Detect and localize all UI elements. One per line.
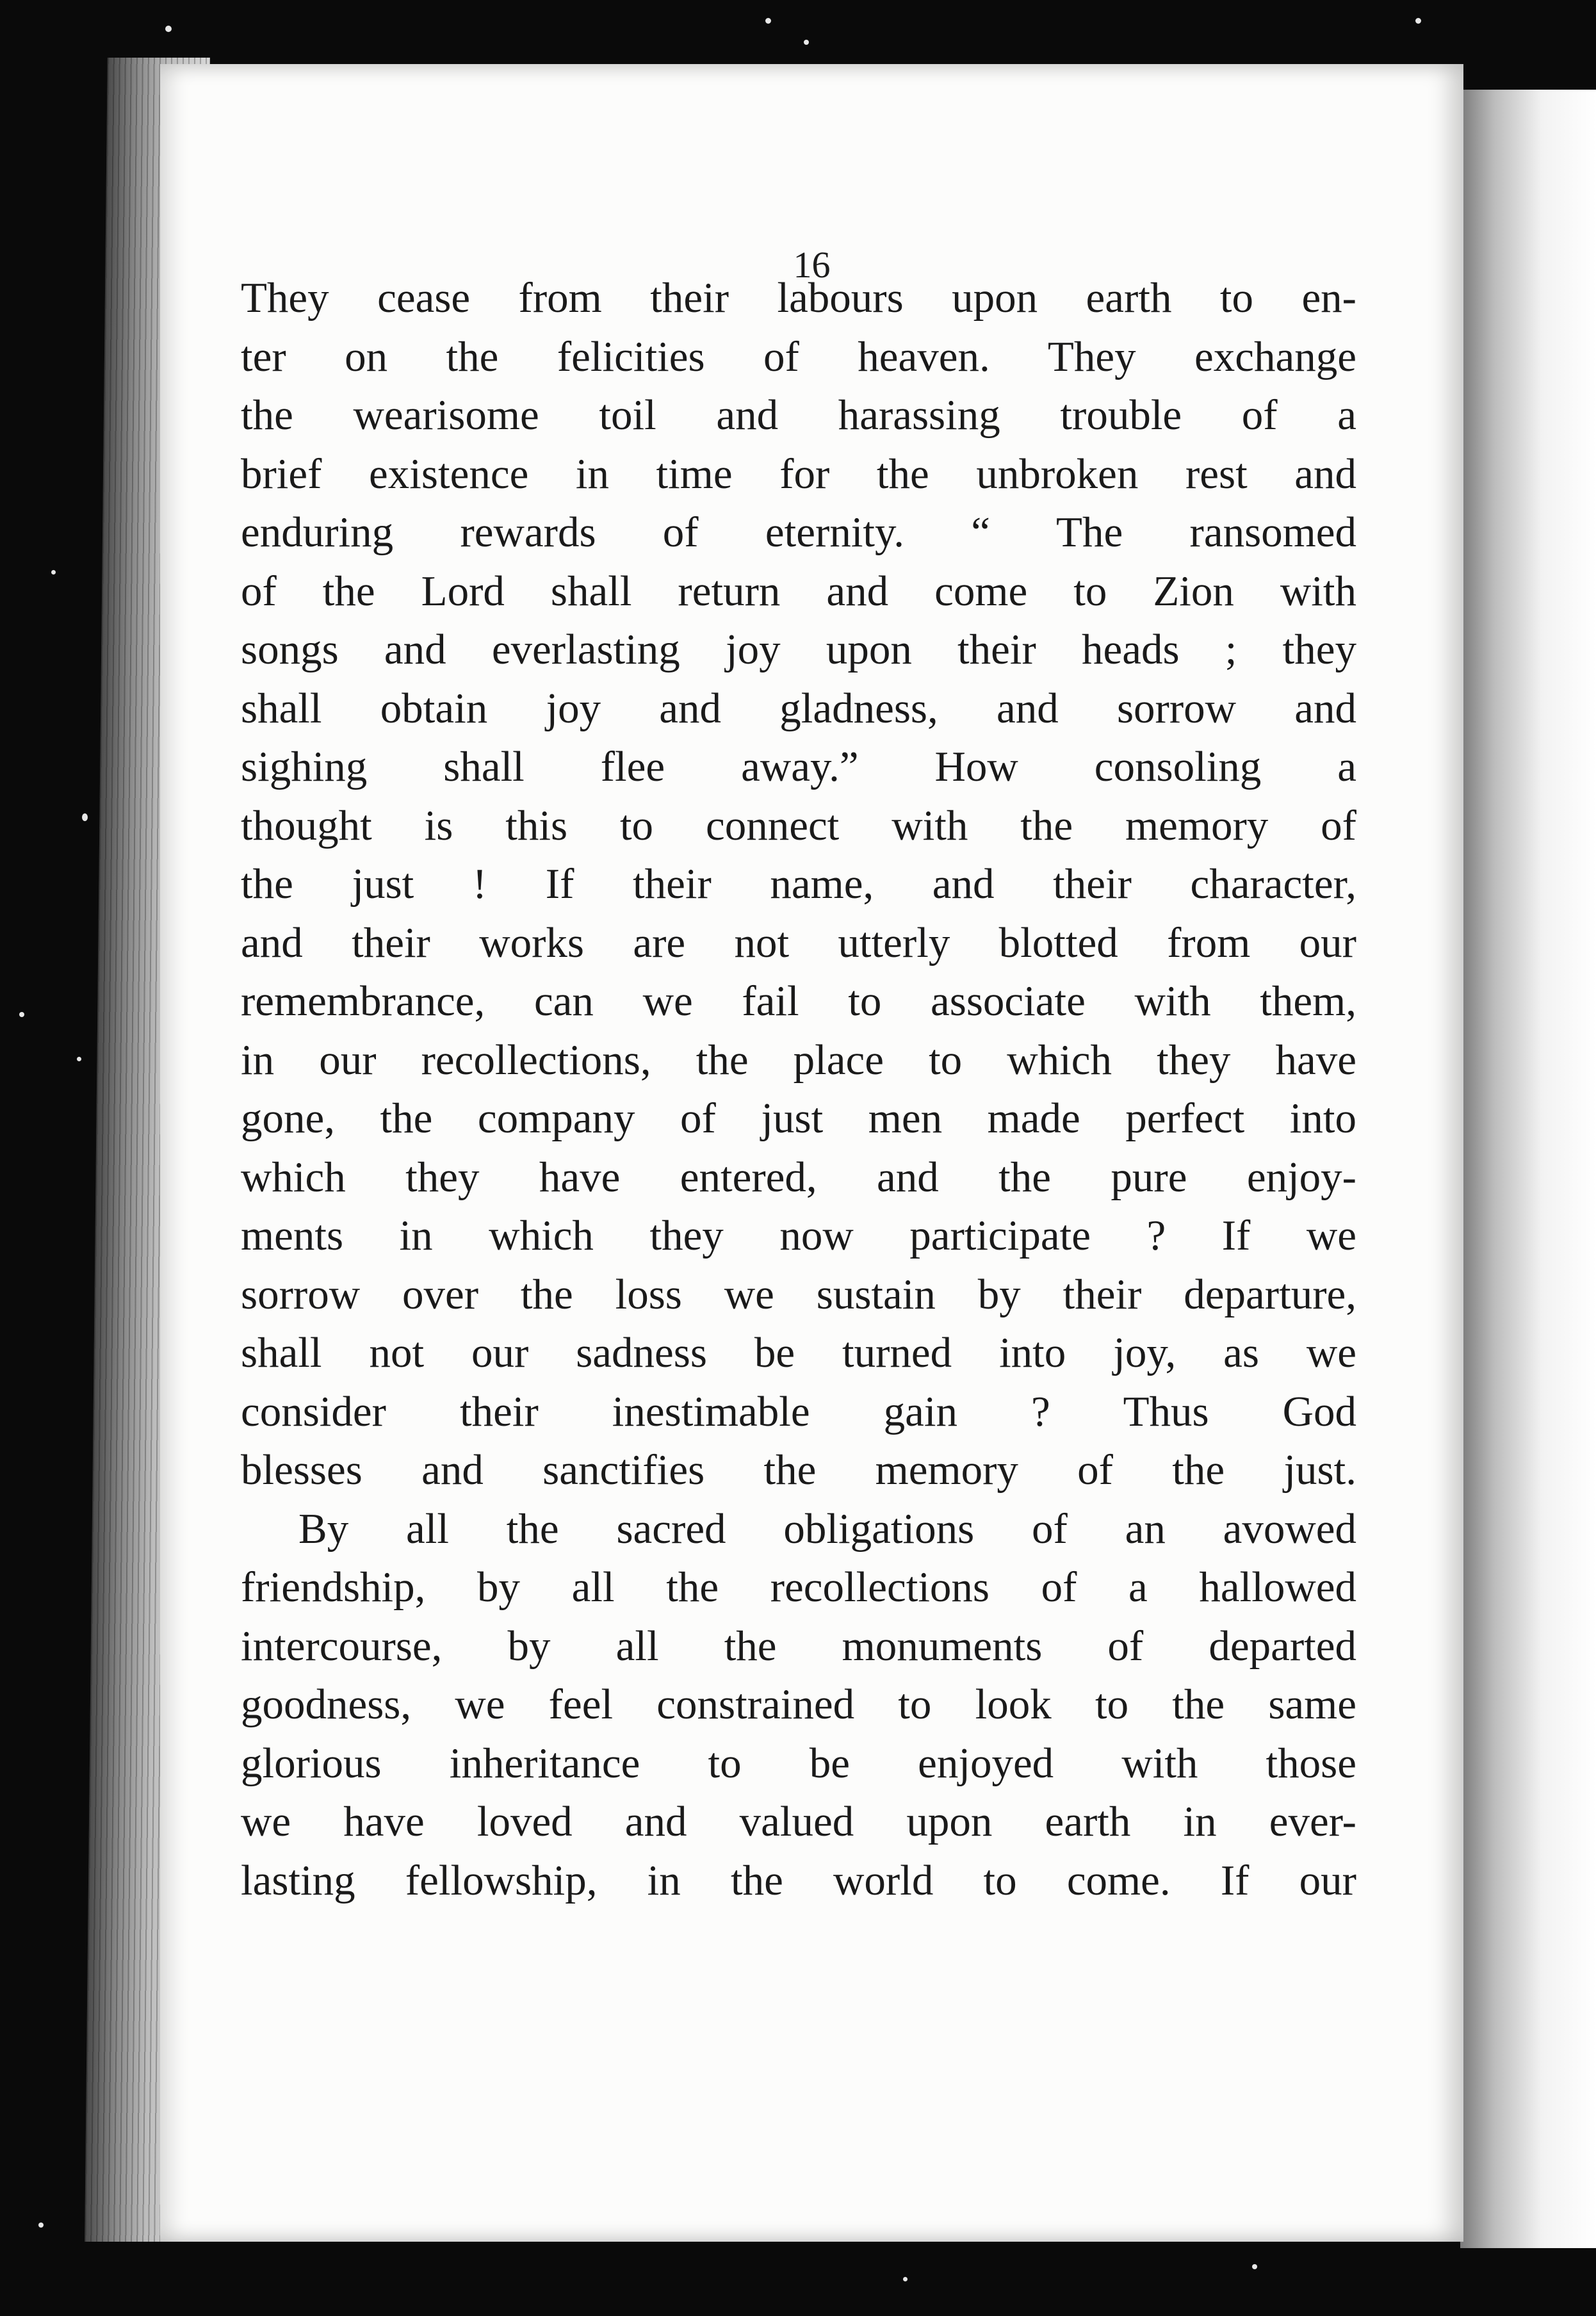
scan-speck bbox=[1415, 18, 1421, 24]
scan-speck bbox=[82, 813, 88, 821]
text-line: thought is this to connect with the memory of bbox=[241, 801, 1356, 849]
scan-speck bbox=[19, 1012, 24, 1017]
scan-speck bbox=[51, 570, 56, 575]
text-line: consider their inestimable gain ? Thus God bbox=[241, 1387, 1356, 1435]
scan-speck bbox=[765, 18, 771, 24]
text-line: They cease from their labours upon earth to en- bbox=[241, 274, 1356, 322]
text-line: ments in which they now participate ? If we bbox=[241, 1212, 1356, 1259]
scan-speck bbox=[77, 1057, 81, 1061]
text-line: goodness, we feel constrained to look to the same bbox=[241, 1681, 1356, 1728]
text-line: shall not our sadness be turned into joy, as we bbox=[241, 1329, 1356, 1376]
page-number: 16 bbox=[793, 244, 831, 286]
facing-page-edge bbox=[1460, 90, 1596, 2248]
scan-speck bbox=[165, 26, 172, 32]
text-line: glorious inheritance to be enjoyed with those bbox=[241, 1739, 1356, 1787]
text-line: shall obtain joy and gladness, and sorrow and bbox=[241, 684, 1356, 732]
text-line: sorrow over the loss we sustain by their departure, bbox=[241, 1270, 1356, 1318]
text-line: we have loved and valued upon earth in ever- bbox=[241, 1798, 1356, 1845]
text-line: ter on the felicities of heaven. They exchange bbox=[241, 332, 1356, 380]
text-line: intercourse, by all the monuments of departed bbox=[241, 1622, 1356, 1670]
text-line: remembrance, can we fail to associate with them, bbox=[241, 977, 1356, 1025]
text-line: sighing shall flee away.” How consoling a bbox=[241, 743, 1356, 790]
text-line: songs and everlasting joy upon their heads ; they bbox=[241, 626, 1356, 673]
body-text bbox=[241, 269, 1356, 1910]
text-line: gone, the company of just men made perfect into bbox=[241, 1095, 1356, 1142]
text-line: and their works are not utterly blotted from our bbox=[241, 918, 1356, 966]
scan-speck bbox=[38, 2222, 44, 2228]
scan-speck bbox=[804, 40, 809, 45]
text-line: the just ! If their name, and their character, bbox=[241, 860, 1356, 908]
text-line: lasting fellowship, in the world to come. If our bbox=[241, 1856, 1356, 1904]
text-line: blesses and sanctifies the memory of the just. bbox=[241, 1446, 1356, 1494]
text-line: brief existence in time for the unbroken rest and bbox=[241, 450, 1356, 498]
text-line: friendship, by all the recollections of a hallowed bbox=[241, 1563, 1356, 1611]
scan-speck bbox=[1252, 2264, 1257, 2269]
text-line: which they have entered, and the pure enjoy- bbox=[241, 1153, 1356, 1201]
text-line: enduring rewards of eternity. “ The ransomed bbox=[241, 509, 1356, 556]
scan-speck bbox=[903, 2277, 908, 2281]
text-line: in our recollections, the place to which they have bbox=[241, 1036, 1356, 1084]
text-line: the wearisome toil and harassing trouble of a bbox=[241, 391, 1356, 439]
text-line: of the Lord shall return and come to Zion with bbox=[241, 567, 1356, 615]
text-line: By all the sacred obligations of an avowed bbox=[298, 1505, 1356, 1553]
